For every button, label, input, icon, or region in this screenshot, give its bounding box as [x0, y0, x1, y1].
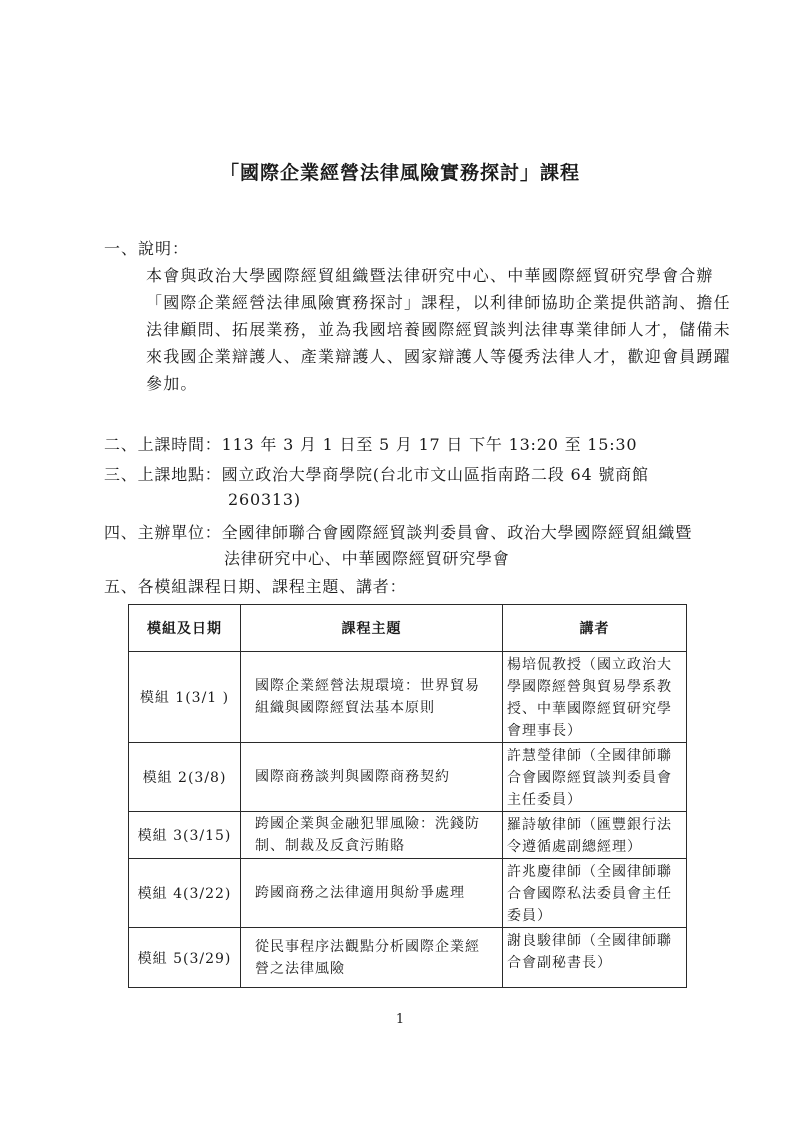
module-table [128, 604, 687, 988]
module-cell: 模組 3(3/15) [129, 812, 241, 859]
section-3-location: 三、上課地點：國立政治大學商學院(台北市文山區指南路二段 64 號商館 [104, 465, 649, 484]
speaker-cell: 謝良駿律師（全國律師聯合會副秘書長） [503, 928, 687, 988]
speaker-cell: 羅詩敏律師（匯豐銀行法令遵循處副總經理） [503, 812, 687, 859]
module-cell: 模組 5(3/29) [129, 928, 241, 988]
topic-cell: 從民事程序法觀點分析國際企業經營之法律風險 [241, 928, 503, 988]
table-row [129, 812, 687, 859]
section-4-organizers: 四、主辦單位：全國律師聯合會國際經貿談判委員會、政治大學國際經貿組織暨 [104, 523, 693, 542]
header-module-date: 模組及日期 [129, 605, 241, 652]
module-cell: 模組 1(3/1 ) [129, 652, 241, 743]
speaker-cell: 楊培侃教授（國立政治大學國際經營與貿易學系教授、中華國際經貿研究學會理事長） [503, 652, 687, 743]
table-row [129, 928, 687, 988]
topic-cell: 國際商務談判與國際商務契約 [241, 743, 503, 812]
section-1-label: 一、說明： [104, 239, 190, 258]
section-5-label: 五、各模組課程日期、課程主題、講者： [104, 577, 407, 596]
module-cell: 模組 2(3/8) [129, 743, 241, 812]
section-1-body: 本會與政治大學國際經貿組織暨法律研究中心、中華國際經貿研究學會合辦「國際企業經營法律風險實務探討」課程，以利律師協助企業提供諮詢、擔任法律顧問、拓展業務，並為我國培養國際經貿談判法律專業律師人才，儲備未來我國企業辯護人、產業辯護人、國家辯護人等優秀法律人才，歡迎會員踴躍參加。 [146, 266, 731, 393]
section-2-schedule: 二、上課時間：113 年 3 月 1 日至 5 月 17 日 下午 13:20 至 15:30 [104, 435, 638, 454]
table-row [129, 859, 687, 928]
header-speaker: 講者 [503, 605, 687, 652]
section-3-location-cont: 260313) [228, 490, 301, 509]
header-topic: 課程主題 [241, 605, 503, 652]
table-row [129, 652, 687, 743]
topic-cell: 跨國商務之法律適用與紛爭處理 [241, 859, 503, 928]
topic-cell: 跨國企業與金融犯罪風險：洗錢防制、制裁及反貪污賄賂 [241, 812, 503, 859]
section-4-organizers-cont: 法律研究中心、中華國際經貿研究學會 [224, 549, 510, 568]
page-number: 1 [395, 1012, 405, 1027]
document-title: 「國際企業經營法律風險實務探討」課程 [219, 162, 580, 184]
module-cell: 模組 4(3/22) [129, 859, 241, 928]
speaker-cell: 許慧瑩律師（全國律師聯合會國際經貿談判委員會主任委員） [503, 743, 687, 812]
table-header-row [129, 605, 687, 652]
table-row [129, 743, 687, 812]
speaker-cell: 許兆慶律師（全國律師聯合會國際私法委員會主任委員） [503, 859, 687, 928]
topic-cell: 國際企業經營法規環境：世界貿易組織與國際經貿法基本原則 [241, 652, 503, 743]
